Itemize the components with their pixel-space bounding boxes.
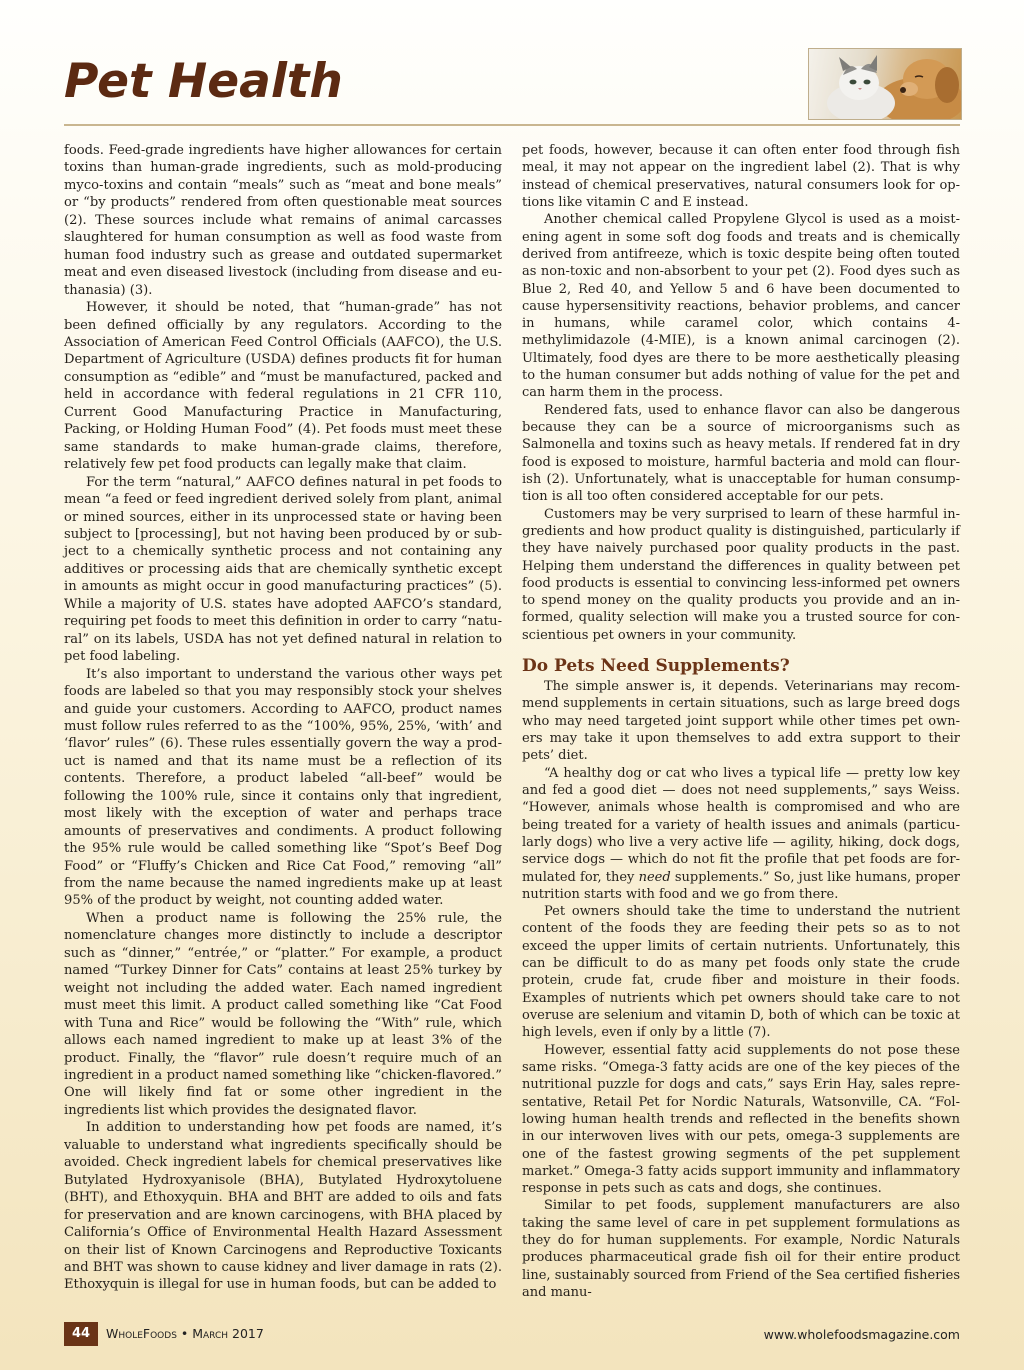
left-column bbox=[64, 142, 502, 1294]
section-title: Pet Health bbox=[64, 54, 343, 109]
paragraph: Rendered fats, used to enhance flavor can also be dangerous because they can be a source of microorganisms such as Salmonella and toxins such as heavy metals. If rendered fat in dry food is exposed to moisture, harmful bacteria and mold can flourish (2). Unfortunately, what is unacceptable for human consumption is all too often considered acceptable for our pets. bbox=[522, 402, 960, 505]
cat-and-dog-illustration bbox=[809, 49, 961, 119]
paragraph: pet foods, however, because it can often enter food through fish meal, it may not appear on the ingredient label (2). That is why instead of chemical preservatives, natural consumers look for options like vitamin C and E instead. bbox=[522, 143, 960, 210]
magazine-issue: WholeFoods • March 2017 bbox=[106, 1326, 264, 1341]
paragraph: However, it should be noted, that “human-grade” has not been defined officially by any regulators. According to the Association of American Feed Control Officials (AAFCO), the U.S. Department of Agriculture (USDA) defines products fit for human consumption as “edible” and “must be manufactured, packed and held in accordance with federal regulations in 21 CFR 110, Current Good Manufacturing Practice in Manufacturing, Packing, or Holding Human Food” (4). Pet foods must meet these same standards to make human-grade claims, therefore, relatively few pet food products can legally make that claim. bbox=[64, 300, 502, 473]
paragraph: It’s also important to understand the various other ways pet foods are labeled so that you may responsibly stock your shelves and guide your customers. According to AAFCO, product names must follow rules referred to as the “100%, 95%, 25%, ‘with’ and ‘flavor’ rules” (6). These rules essentially govern the way a product is named and that its name must be a reflection of its contents. Therefore, a product labeled “all-beef” would be following the 100% rule, since it contains only that ingredient, most likely with the exception of water and perhaps trace amounts of preservatives and condiments. A product following the 95% rule would be called something like “Spot’s Beef Dog Food” or “Fluffy’s Chicken and Rice Cat Food,” removing “all” from the name because the named ingredients make up at least 95% of the product by weight, not counting added water. bbox=[64, 666, 502, 909]
header-divider bbox=[64, 124, 960, 126]
section-heading: Do Pets Need Supplements? bbox=[522, 656, 790, 677]
paragraph: For the term “natural,” AAFCO defines natural in pet foods to mean “a feed or feed ingredient derived solely from plant, animal or mined sources, either in its unprocessed state or having been subject to [processing], but not having been produced by or subject to a chemically synthetic process and not containing any additives or processing aids that are chemically synthetic except in amounts as might occur in good manufacturing practices” (5). While a majority of U.S. states have adopted AAFCO’s standard, requiring pet foods to meet this definition in order to carry “natural” on its labels, USDA has not yet defined natural in relation to pet food labeling. bbox=[64, 474, 502, 665]
paragraph: When a product name is following the 25% rule, the nomenclature changes more distinctly to include a descriptor such as “dinner,” “entrée,” or “platter.” For example, a product named “Turkey Dinner for Cats” contains at least 25% turkey by weight not including the added water. Each named ingredient must meet this limit. A product called something like “Cat Food with Tuna and Rice” would be following the “With” rule, which allows each named ingredient to make up at least 3% of the product. Finally, the “flavor” rule doesn’t require much of an ingredient in a product named something like “chicken-flavored.” One will likely find fat or some other ingredient in the ingredients list which provides the designated flavor. bbox=[64, 910, 502, 1118]
paragraph: Customers may be very surprised to learn of these harmful ingredients and how product quality is distinguished, particularly if they have naively purchased poor quality products in the past. Helping them understand the differences in quality between pet food products is essential to convincing less-informed pet owners to spend money on the quality products you provide and an informed, quality selection will make you a trusted source for conscientious pet owners in your community. bbox=[522, 506, 960, 643]
paragraph: The simple answer is, it depends. Veterinarians may recommend supplements in certain situations, such as large breed dogs who may need targeted joint support while other times pet owners may take it upon themselves to add extra support to their pets’ diet. bbox=[522, 679, 960, 764]
paragraph: Similar to pet foods, supplement manufacturers are also taking the same level of care in pet supplement formulations as they do for human supplements. For example, Nordic Naturals produces pharmaceutical grade fish oil for their entire product line, sustainably sourced from Friend of the Sea certified fisheries and manu- bbox=[522, 1198, 960, 1300]
website-link[interactable]: www.wholefoodsmagazine.com bbox=[763, 1327, 960, 1342]
paragraph: “A healthy dog or cat who lives a typical life — pretty low key and fed a good diet — does not need supplements,” says Weiss. “However, animals whose health is compromised and who are being treated for a variety of health issues and animals (particularly dogs) who live a very active life — agility, hiking, dock dogs, service dogs — which do not fit the profile that pet foods are formulated for, they need supplements.” So, just like humans, proper nutrition starts with food and we go from there. bbox=[522, 765, 960, 902]
paragraph: In addition to understanding how pet foods are named, it’s valuable to understand what ingredients specifically should be avoided. Check ingredient labels for chemical preservatives like Butylated Hydroxyanisole (BHA), Butylated Hydroxytoluene (BHT), and Ethoxyquin. BHA and BHT are added to oils and fats for preservation and are known carcinogens, with BHA placed by California’s Office of Environmental Health Hazard Assessment on their list of Known Carcinogens and Reproductive Toxicants and BHT was shown to cause kidney and liver damage in rats (2). Ethoxyquin is illegal for use in human foods, but can be added to bbox=[64, 1120, 502, 1293]
right-column bbox=[522, 142, 960, 1301]
emphasis: need bbox=[638, 869, 671, 885]
cat-and-dog-photo bbox=[808, 48, 962, 120]
paragraph: However, essential fatty acid supplements do not pose these same risks. “Omega-3 fatty acids are one of the key pieces of the nutritional puzzle for dogs and cats,” says Erin Hay, sales representative, Retail Pet for Nordic Naturals, Watsonville, CA. “Following human health trends and reflected in the benefits shown in our interwoven lives with our pets, omega-3 supplements are one of the fastest growing segments of the pet supplement market.” Omega-3 fatty acids support immunity and inflammatory response in pets such as cats and dogs, she continues. bbox=[522, 1042, 960, 1197]
paragraph: Pet owners should take the time to understand the nutrient content of the foods they are feeding their pets so as to not exceed the upper limits of certain nutrients. Unfortunately, this can be difficult to do as many pet foods only state the crude protein, crude fat, crude fiber and moisture in their foods. Examples of nutrients which pet owners should take care to not overuse are selenium and vitamin D, both of which can be toxic at high levels, even if only by a little (7). bbox=[522, 904, 960, 1041]
paragraph: foods. Feed-grade ingredients have higher allowances for certain toxins than human-grade ingredients, such as mold-producing myco-toxins and contain “meals” such as “meat and bone meals” or “by products” rendered from often questionable meat sources (2). These sources include what remains of animal carcasses slaughtered for human consumption as well as food waste from human food industry such as grease and outdated supermarket meat and even diseased livestock (including from disease and euthanasia) (3). bbox=[64, 143, 502, 298]
page-number: 44 bbox=[64, 1322, 98, 1346]
paragraph: Another chemical called Propylene Glycol is used as a moistening agent in some soft dog foods and treats and is chemically derived from antifreeze, which is toxic despite being often touted as non-toxic and non-absorbent to your pet (2). Food dyes such as Blue 2, Red 40, and Yellow 5 and 6 have been documented to cause hypersensitivity reactions, behavior problems, and cancer in humans, while caramel color, which contains 4-methylimidazole (4-MIE), is a known animal carcinogen (2). Ultimately, food dyes are there to be more aesthetically pleasing to the human consumer but adds nothing of value for the pet and can harm them in the process. bbox=[522, 212, 960, 401]
